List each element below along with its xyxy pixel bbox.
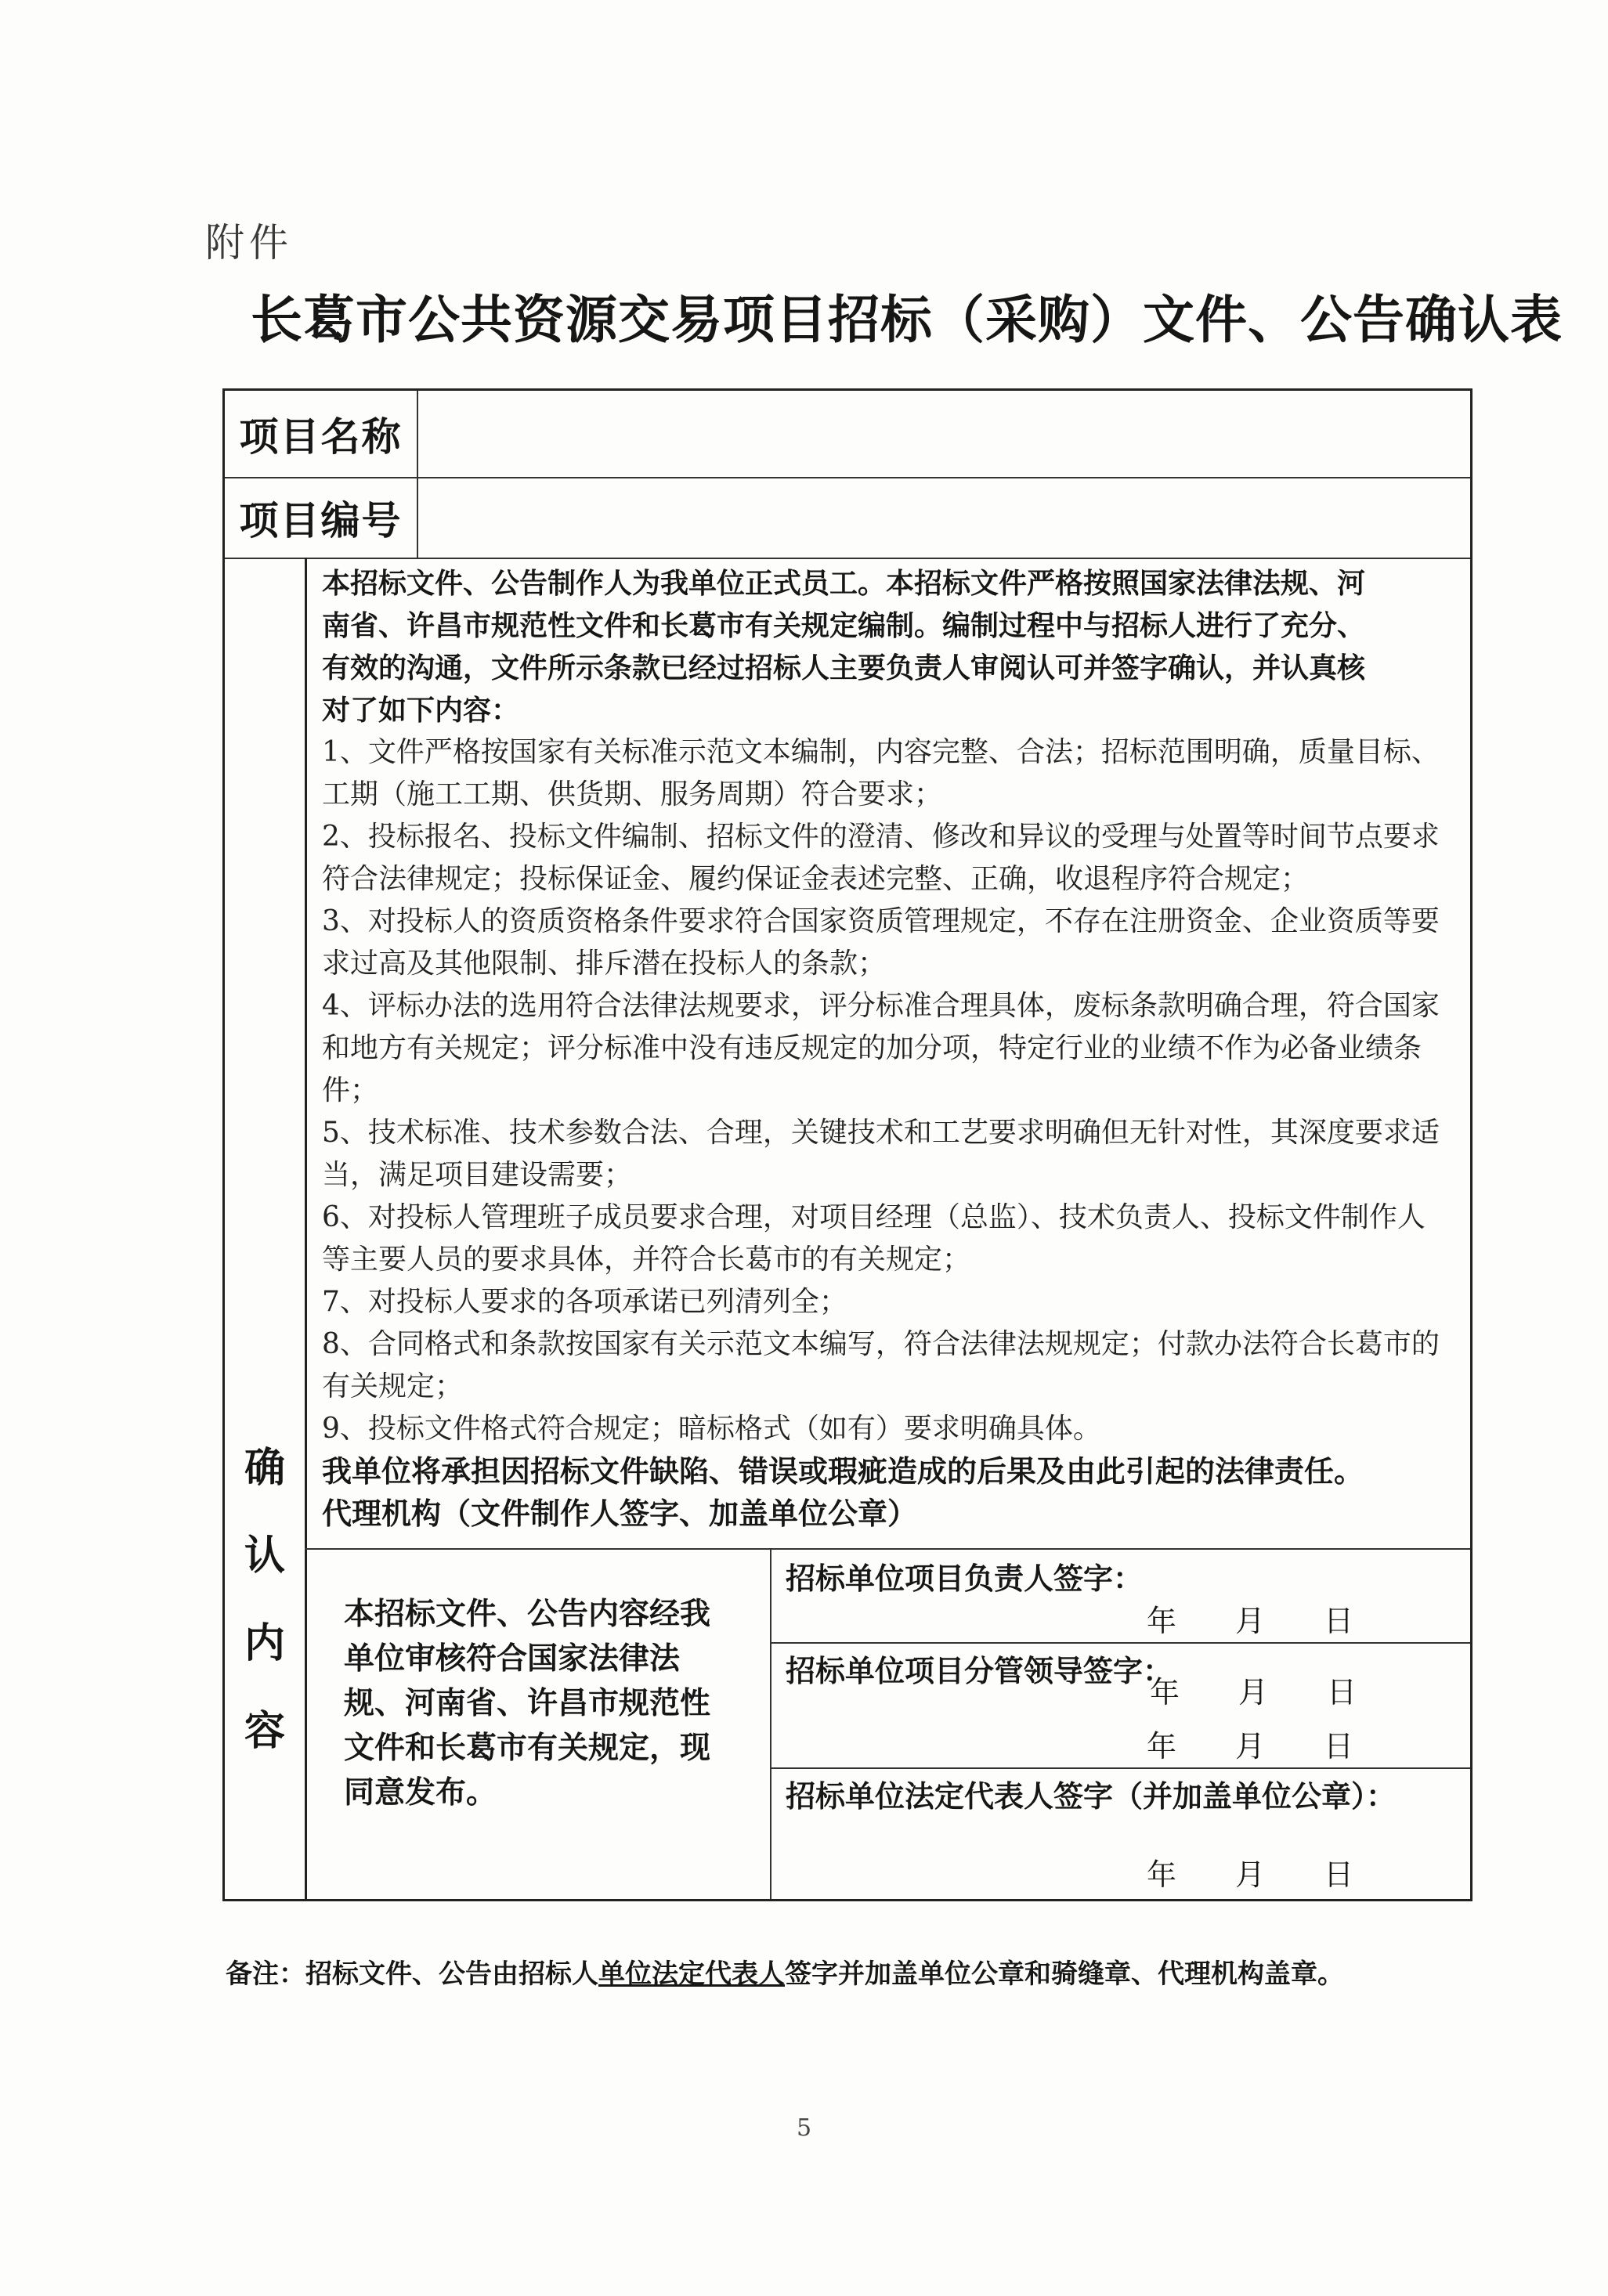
item-line: 符合法律规定；投标保证金、履约保证金表述完整、正确，收退程序符合规定； xyxy=(322,863,1310,895)
page-title: 长葛市公共资源交易项目招标（采购）文件、公告确认表 xyxy=(251,289,1563,350)
approval-line: 同意发布。 xyxy=(344,1774,497,1810)
approval-line: 单位审核符合国家法律法 xyxy=(344,1641,681,1677)
date-day: 日 xyxy=(1324,1729,1354,1764)
approval-statement-cell xyxy=(305,1550,771,1899)
project-name-field[interactable] xyxy=(417,391,1470,477)
item-line: 8、合同格式和条款按国家有关示范文本编写，符合法律法规规定；付款办法符合长葛市的 xyxy=(322,1328,1440,1360)
footnote-underlined: 单位法定代表人 xyxy=(598,1958,785,1990)
leader-signature[interactable] xyxy=(770,1642,1470,1769)
date-year: 年 xyxy=(1147,1729,1177,1764)
project-number-row xyxy=(225,477,1470,559)
date-month: 月 xyxy=(1235,1604,1266,1638)
confirm-label-char: 认 xyxy=(244,1532,285,1579)
intro-line: 对了如下内容： xyxy=(322,694,520,727)
item-line: 和地方有关规定；评分标准中没有违反规定的加分项，特定行业的业绩不作为必备业绩条 xyxy=(322,1032,1422,1064)
approval-statement xyxy=(344,1592,751,1815)
confirm-label-char: 容 xyxy=(244,1707,285,1755)
liability-statement: 我单位将承担因招标文件缺陷、错误或瑕疵造成的后果及由此引起的法律责任。 xyxy=(322,1453,1364,1489)
intro-line: 有效的沟通，文件所示条款已经过招标人主要负责人审阅认可并签字确认，并认真核 xyxy=(322,652,1366,684)
date-month: 月 xyxy=(1238,1675,1269,1709)
date-month: 月 xyxy=(1235,1857,1266,1892)
item-line: 9、投标文件格式符合规定；暗标格式（如有）要求明确具体。 xyxy=(322,1413,1101,1445)
leader-sign-label: 招标单位项目分管领导签字： xyxy=(786,1653,1173,1688)
item-line: 3、对投标人的资质资格条件要求符合国家资质管理规定，不存在注册资金、企业资质等要 xyxy=(322,905,1440,937)
approval-line: 规、河南省、许昌市规范性 xyxy=(344,1685,711,1721)
item-line: 件； xyxy=(322,1074,379,1106)
date-year: 年 xyxy=(1150,1675,1180,1709)
project-name-row xyxy=(225,391,1470,478)
date-day: 日 xyxy=(1327,1675,1357,1709)
project-lead-sign-label: 招标单位项目负责人签字： xyxy=(786,1561,1144,1596)
approval-section xyxy=(305,1548,1470,1899)
legal-rep-sign-date xyxy=(1147,1850,1412,1893)
date-year: 年 xyxy=(1147,1857,1177,1892)
project-lead-sign-date xyxy=(1147,1597,1412,1640)
item-line: 求过高及其他限制、排斥潜在投标人的条款； xyxy=(322,948,887,980)
intro-line: 本招标文件、公告制作人为我单位正式员工。本招标文件严格按照国家法律法规、河 xyxy=(322,567,1366,600)
attachment-label: 附件 xyxy=(205,220,293,265)
project-lead-signature[interactable] xyxy=(770,1550,1470,1644)
legal-rep-sign-label: 招标单位法定代表人签字（并加盖单位公章）： xyxy=(786,1778,1397,1814)
item-line: 5、技术标准、技术参数合法、合理，关键技术和工艺要求明确但无针对性，其深度要求适 xyxy=(322,1117,1440,1149)
item-line: 1、文件严格按国家有关标准示范文本编制，内容完整、合法；招标范围明确，质量目标、 xyxy=(322,736,1440,768)
project-number-label: 项目编号 xyxy=(225,477,418,558)
item-line: 工期（施工工期、供货期、服务周期）符合要求； xyxy=(322,778,943,810)
confirm-content-label xyxy=(225,1424,305,1775)
agency-sign-label: 代理机构（文件制作人签字、加盖单位公章） xyxy=(322,1496,918,1531)
item-line: 等主要人员的要求具体，并符合长葛市的有关规定； xyxy=(322,1244,971,1276)
page-number: 5 xyxy=(796,2114,812,2142)
confirmation-form xyxy=(222,388,1472,1901)
date-day: 日 xyxy=(1324,1857,1354,1892)
item-line: 当，满足项目建设需要； xyxy=(322,1159,633,1191)
item-line: 4、评标办法的选用符合法律法规要求，评分标准合理具体，废标条款明确合理，符合国家 xyxy=(322,990,1440,1022)
legal-rep-signature[interactable] xyxy=(770,1767,1470,1899)
footnote-suffix: 签字并加盖单位公章和骑缝章、代理机构盖章。 xyxy=(785,1958,1344,1990)
date-day: 日 xyxy=(1324,1604,1354,1638)
confirm-label-char: 内 xyxy=(244,1619,285,1667)
footnote xyxy=(226,1952,1344,1991)
leader-sign-date xyxy=(1147,1722,1412,1765)
item-line: 2、投标报名、投标文件编制、招标文件的澄清、修改和异议的受理与处置等时间节点要求 xyxy=(322,821,1440,853)
item-line: 有关规定； xyxy=(322,1370,464,1403)
confirm-label-char: 确 xyxy=(244,1444,285,1492)
project-number-field[interactable] xyxy=(417,477,1470,558)
approval-line: 文件和长葛市有关规定，现 xyxy=(344,1730,711,1766)
signature-cells xyxy=(770,1550,1470,1899)
date-year: 年 xyxy=(1147,1604,1177,1638)
item-line: 6、对投标人管理班子成员要求合理，对项目经理（总监）、技术负责人、投标文件制作人 xyxy=(322,1201,1426,1233)
date-month: 月 xyxy=(1235,1729,1266,1764)
item-line: 7、对投标人要求的各项承诺已列清列全； xyxy=(322,1286,847,1318)
approval-line: 本招标文件、公告内容经我 xyxy=(344,1596,711,1632)
intro-line: 南省、许昌市规范性文件和长葛市有关规定编制。编制过程中与招标人进行了充分、 xyxy=(322,609,1366,642)
project-name-label: 项目名称 xyxy=(225,391,418,477)
footnote-prefix: 备注：招标文件、公告由招标人 xyxy=(226,1958,598,1990)
